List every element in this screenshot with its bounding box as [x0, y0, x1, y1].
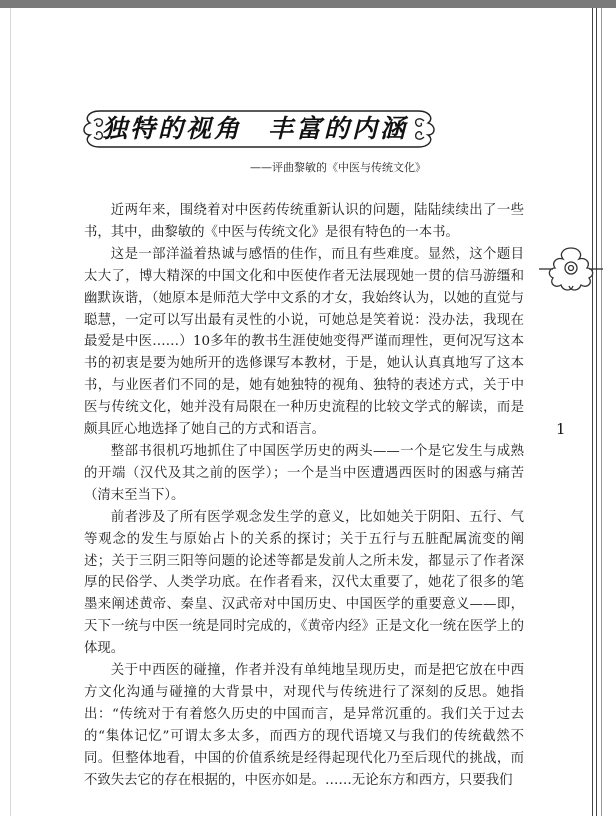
- title-banner: [78, 105, 440, 153]
- title-part-1: 独特的视角: [102, 114, 243, 143]
- cloud-ornament-icon: [535, 240, 607, 298]
- side-rule-inner: [592, 8, 593, 816]
- paragraph-1: 近两年来，围绕着对中医药传统重新认识的问题，陆陆续续出了一些书，其中，曲黎敏的《中医与传统文化》是很有特色的一本书。: [84, 203, 524, 240]
- article-title: [102, 111, 422, 147]
- paragraph-5: 关于中西医的碰撞，作者并没有单纯地呈现历史，而是把它放在中西方文化沟通与碰撞的大背景中，对现代与传统进行了深刻的反思。她指出：“传统对于有着悠久历史的中国而言，是异常沉重的。我们关于过去的“集体记忆”可谓太多太多，而西方的现代语境又与我们的传统截然不同。但整体地看，中国的价值系统是经得起现代化乃至后现代的挑战，而不致失去它的存在根据的，中医亦如是。……无论东方和西方，只要我们: [84, 663, 524, 788]
- page-number: 1: [556, 420, 566, 438]
- article-body: [84, 200, 524, 791]
- side-rule-outer: [596, 8, 597, 816]
- paragraph-3: 整部书很机巧地抓住了中国医学历史的两头——一个是它发生与成熟的开端（汉代及其之前的医学）；一个是当中医遭遇西医时的困惑与痛苦（清末至当下）。: [84, 443, 524, 503]
- paragraph-4: 前者涉及了所有医学观念发生学的意义，比如她关于阴阳、五行、气等观念的发生与原始占卜的关系的探讨；关于五行与五脏配属流变的阐述；关于三阴三阳等问题的论述等都是发前人之所未发，都显示了作者深厚的民俗学、人类学功底。在作者看来，汉代太重要了，她花了很多的笔墨来阐述黄帝、秦皇、汉武帝对中国历史、中国医学的重要意义——即，天下一统与中医一统是同时完成的，《黄帝内经》正是文化一统在医学上的体现。: [84, 509, 524, 657]
- article-subtitle: ——评曲黎敏的《中医与传统文化》: [250, 161, 426, 174]
- top-scan-band: [0, 0, 616, 8]
- paragraph-2: 这是一部洋溢着热诚与感悟的佳作，而且有些难度。显然，这个题目太大了，博大精深的中国文化和中医使作者无法展现她一贯的信马游缰和幽默诙谐，（她原本是师范大学中文系的才女，我始终认为，以她的直觉与聪慧，一定可以写出最有灵性的小说，可她总是笑着说：没办法，我现在最爱是中医……）10多年的教书生涯使她变得严谨而理性，更何况写这本书的初衷是要为她所开的选修课写本教材，于是，她认认真真地写了这本书，与业医者们不同的是，她有她独特的视角、独特的表述方式，关于中医与传统文化，她并没有局限在一种历史流程的比较文学式的解读，而是颇具匠心地选择了她自己的方式和语言。: [84, 246, 524, 438]
- title-part-2: 丰富的内涵: [268, 114, 409, 143]
